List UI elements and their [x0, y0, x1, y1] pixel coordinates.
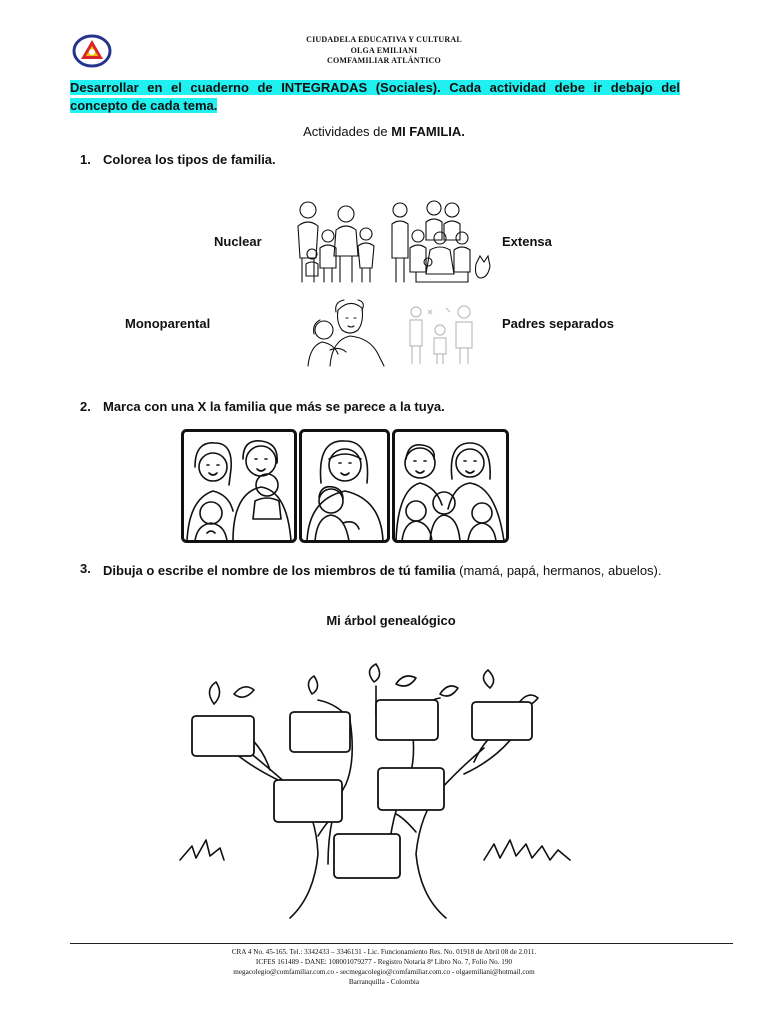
question-3-text: Dibuja o escribe el nombre de los miembros de tú familia (mamá, papá, hermanos, abuelos).	[103, 563, 662, 578]
question-2-number: 2.	[80, 399, 91, 414]
family-option-3[interactable]	[392, 429, 509, 543]
question-1-number: 1.	[80, 152, 91, 167]
label-monoparental: Monoparental	[125, 316, 211, 331]
footer-divider	[70, 943, 733, 944]
footer-line3: megacolegio@comfamiliar.com.co - secmegacolegio@comfamiliar.com.co - olgaemiliani@hotmail.com	[233, 968, 535, 976]
activities-title: Actividades de MI FAMILIA.	[303, 124, 465, 139]
label-padres-separados: Padres separados	[502, 316, 615, 331]
family-option-1[interactable]	[181, 429, 297, 543]
label-nuclear: Nuclear	[214, 234, 262, 249]
separated-parents-illustration	[402, 300, 482, 368]
tree-title: Mi árbol genealógico	[326, 613, 456, 628]
school-name-line2: OLGA EMILIANI	[350, 45, 418, 55]
school-logo	[72, 34, 112, 68]
label-extensa: Extensa	[502, 234, 552, 249]
single-parent-illustration	[300, 296, 396, 368]
extended-family-illustration	[388, 196, 496, 288]
footer-line1: CRA 4 No. 45-165. Tel.: 3342433 – 3346131 - Lic. Funcionamiento Res. No. 01918 de Abril 08 de 2.011.	[231, 948, 537, 956]
question-1-text: Colorea los tipos de familia.	[103, 152, 276, 167]
question-3-number: 3.	[80, 561, 91, 576]
school-name-line1: CIUDADELA EDUCATIVA Y CULTURAL	[306, 35, 462, 44]
question-2-text: Marca con una X la familia que más se parece a la tuya.	[103, 399, 445, 414]
school-name-line3: COMFAMILIAR ATLÁNTICO	[327, 56, 441, 65]
family-option-2[interactable]	[299, 429, 390, 543]
footer-line4: Barranquilla - Colombia	[348, 978, 420, 986]
family-tree-drawing	[178, 664, 574, 922]
nuclear-family-illustration	[292, 196, 384, 288]
instruction-text: Desarrollar en el cuaderno de INTEGRADAS (Sociales). Cada actividad debe ir debajo del concepto de cada tema.	[70, 80, 680, 113]
footer-line2: ICFES 161489 - DANE: 108001079277 - Registro Notaria 8ª Libro No. 7, Folio No. 190	[255, 958, 513, 966]
